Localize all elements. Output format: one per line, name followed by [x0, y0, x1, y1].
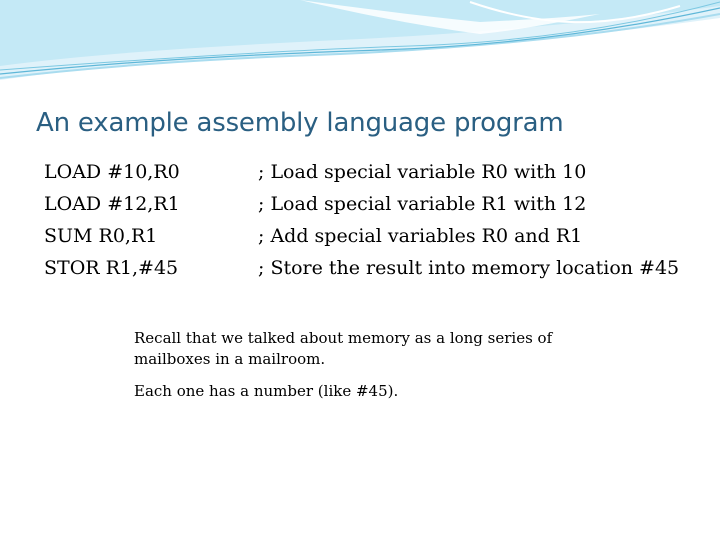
note-paragraph: Recall that we talked about memory as a long series of mailboxes in a mailroom. — [134, 329, 553, 368]
header-wave-decoration — [0, 0, 720, 100]
comment-line: ; Load special variable R1 with 12 — [258, 193, 587, 215]
instruction-line: LOAD #12,R1 — [44, 193, 180, 215]
comment-line: ; Load special variable R0 with 10 — [258, 161, 587, 183]
instruction-line: SUM R0,R1 — [44, 225, 158, 247]
comment-column — [258, 156, 679, 284]
comment-line: ; Add special variables R0 and R1 — [258, 225, 583, 247]
slide-title: An example assembly language program — [36, 108, 564, 138]
instruction-line: LOAD #10,R0 — [44, 161, 180, 183]
comment-line: ; Store the result into memory location #45 — [258, 257, 680, 279]
instruction-column — [44, 156, 180, 284]
instruction-line: STOR R1,#45 — [44, 257, 179, 279]
memory-note — [134, 328, 594, 413]
note-paragraph: Each one has a number (like #45). — [134, 382, 399, 400]
